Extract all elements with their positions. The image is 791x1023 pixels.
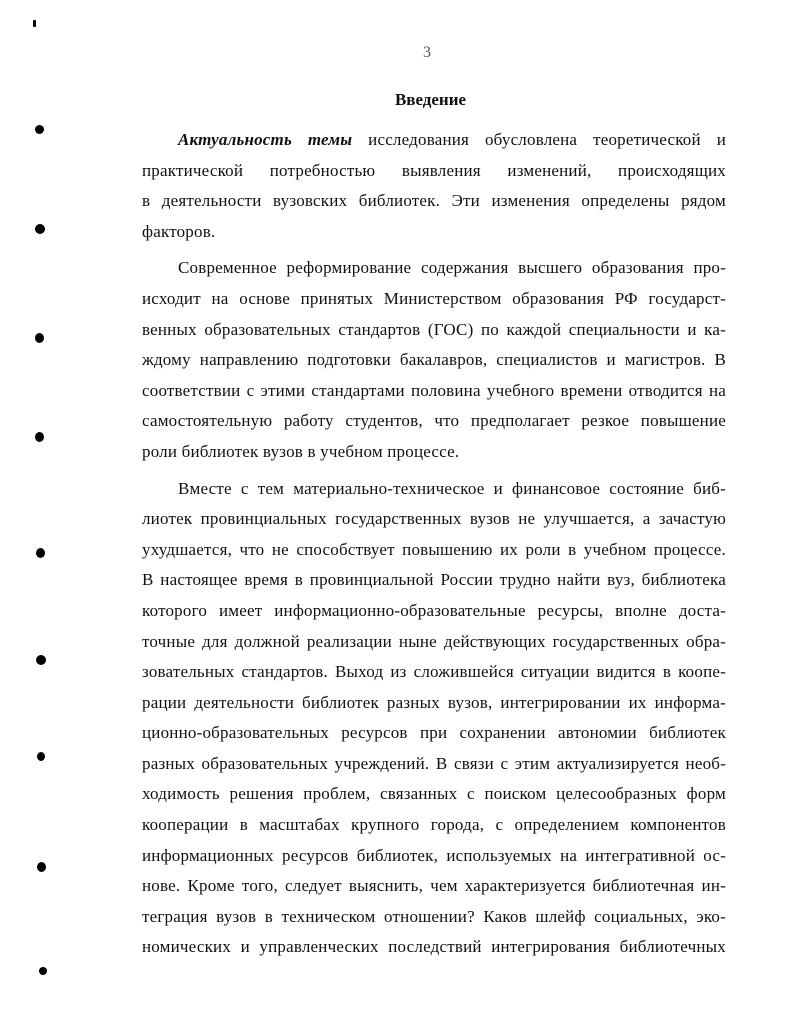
margin-mark xyxy=(36,548,45,558)
paragraph-line: разных образовательных учреждений. В связи с этим актуализируется необ- xyxy=(142,753,726,773)
paragraph-line: практической потребностью выявления изменений, происходящих xyxy=(142,160,726,180)
line-text: исследования обусловлена теоретической и xyxy=(352,130,726,149)
paragraph-line: информационных ресурсов библиотек, используемых на интегративной ос- xyxy=(142,845,726,865)
lead-term: Актуальность темы xyxy=(178,130,353,149)
paragraph-line: номических и управленческих последствий интегрирования библиотечных xyxy=(142,937,726,957)
paragraph-line: ждому направлению подготовки бакалавров, специалистов и магистров. В xyxy=(142,350,726,370)
margin-mark xyxy=(35,224,45,234)
paragraph-line: нове. Кроме того, следует выяснить, чем характеризуется библиотечная ин- xyxy=(142,876,726,896)
paragraph-line: точные для должной реализации ныне действующих государственных обра- xyxy=(142,631,726,651)
paragraph-line: ухудшается, что не способствует повышению их роли в учебном процессе. xyxy=(142,539,726,559)
paragraph-line: кооперации в масштабах крупного города, с определением компонентов xyxy=(142,815,726,835)
paragraph-line: венных образовательных стандартов (ГОС) по каждой специальности и ка- xyxy=(142,319,726,339)
margin-mark xyxy=(35,432,44,442)
paragraph-line: зовательных стандартов. Выход из сложившейся ситуации видится в коопе- xyxy=(142,662,726,682)
margin-mark xyxy=(35,333,44,343)
paragraph-line: роли библиотек вузов в учебном процессе. xyxy=(142,441,460,461)
paragraph-line: исходит на основе принятых Министерством образования РФ государст- xyxy=(142,288,726,308)
margin-mark xyxy=(37,752,45,761)
paragraph-line: в деятельности вузовских библиотек. Эти изменения определены рядом xyxy=(142,191,726,211)
paragraph-line: теграция вузов в техническом отношении? Каков шлейф социальных, эко- xyxy=(142,906,726,926)
paragraph-line: ционно-образовательных ресурсов при сохранении автономии библиотек xyxy=(142,723,726,743)
paragraph-line: соответствии с этими стандартами половина учебного времени отводится на xyxy=(142,380,726,400)
margin-mark xyxy=(39,967,47,975)
paragraph-line: ходимость решения проблем, связанных с поиском целесообразных форм xyxy=(142,784,726,804)
section-heading: Введение xyxy=(394,90,467,109)
paragraph-line: факторов. xyxy=(142,221,216,241)
paragraph-line: рации деятельности библиотек разных вузов, интегрировании их информа- xyxy=(142,692,726,712)
paragraph-line xyxy=(142,125,726,156)
margin-mark xyxy=(35,125,44,134)
margin-mark xyxy=(37,862,46,872)
paragraph-line: В настоящее время в провинциальной России трудно найти вуз, библиотека xyxy=(142,570,726,590)
paragraph-line: лиотек провинциальных государственных вузов не улучшается, а зачастую xyxy=(142,509,726,529)
paragraph-line: которого имеет информационно-образовательные ресурсы, вполне доста- xyxy=(142,600,726,620)
paragraph-line: Вместе с тем материально-техническое и финансовое состояние биб- xyxy=(178,478,726,498)
paragraph-line: самостоятельную работу студентов, что предполагает резкое повышение xyxy=(142,411,726,431)
margin-mark xyxy=(33,20,36,27)
paragraph-line: Современное реформирование содержания высшего образования про- xyxy=(178,258,726,278)
page-number: 3 xyxy=(423,44,431,61)
body-text xyxy=(142,125,726,963)
margin-mark xyxy=(36,655,46,665)
